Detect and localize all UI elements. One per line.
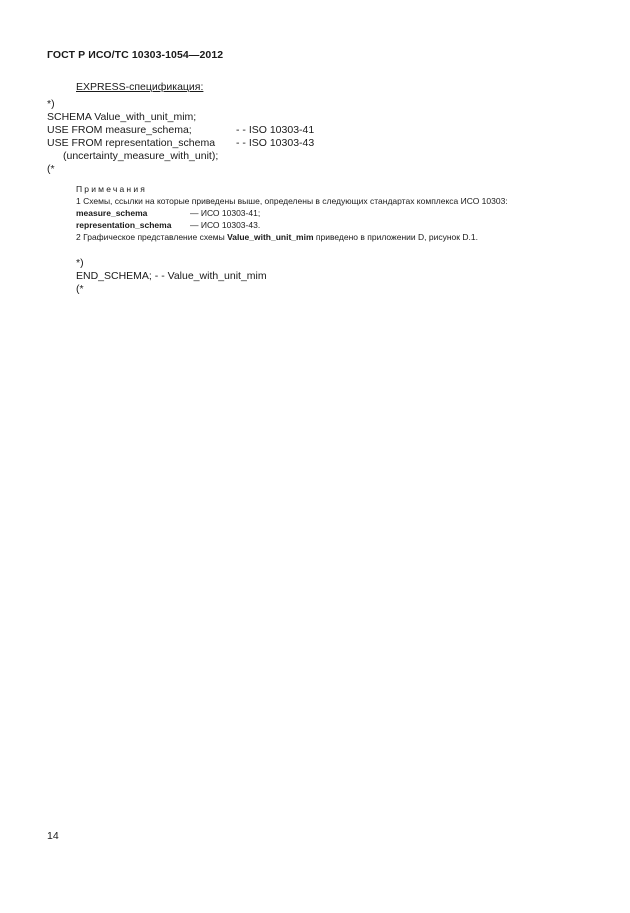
ref-2-name: representation_schema	[76, 220, 172, 230]
ref-2-value: — ИСО 10303-43.	[190, 220, 261, 230]
end-schema-line	[76, 270, 267, 283]
note-2	[76, 232, 478, 244]
use-line-1: USE FROM measure_schema;	[47, 124, 192, 136]
end-schema-keyword: END_SCHEMA;	[76, 270, 152, 282]
use-line-2-comment: - - ISO 10303-43	[236, 137, 315, 149]
note-1: 1 Схемы, ссылки на которые приведены выше, определены в следующих стандартах комплекса ИСО 10303:	[76, 196, 508, 206]
note-2-suffix: приведено в приложении D, рисунок D.1.	[315, 232, 478, 242]
comment-open: (*	[47, 163, 55, 175]
document-header: ГОСТ Р ИСО/ТС 10303-1054—2012	[47, 49, 224, 61]
use-line-2-continuation: (uncertainty_measure_with_unit);	[63, 150, 219, 162]
schema-line: SCHEMA Value_with_unit_mim;	[47, 111, 197, 123]
page-number: 14	[47, 830, 59, 842]
use-line-2: USE FROM representation_schema	[47, 137, 216, 149]
end-schema-comment: - - Value_with_unit_mim	[154, 270, 267, 282]
ref-1-value: — ИСО 10303-41;	[190, 208, 261, 218]
comment-open-2: (*	[76, 283, 84, 295]
ref-1-name: measure_schema	[76, 208, 148, 218]
express-label: EXPRESS-спецификация:	[76, 81, 204, 93]
use-line-1-comment: - - ISO 10303-41	[236, 124, 315, 136]
comment-close-2: *)	[76, 257, 84, 269]
notes-heading: Примечания	[76, 184, 148, 194]
comment-close: *)	[47, 98, 55, 110]
note-2-prefix: 2 Графическое представление схемы	[76, 232, 225, 242]
note-2-schema: Value_with_unit_mim	[227, 232, 314, 242]
